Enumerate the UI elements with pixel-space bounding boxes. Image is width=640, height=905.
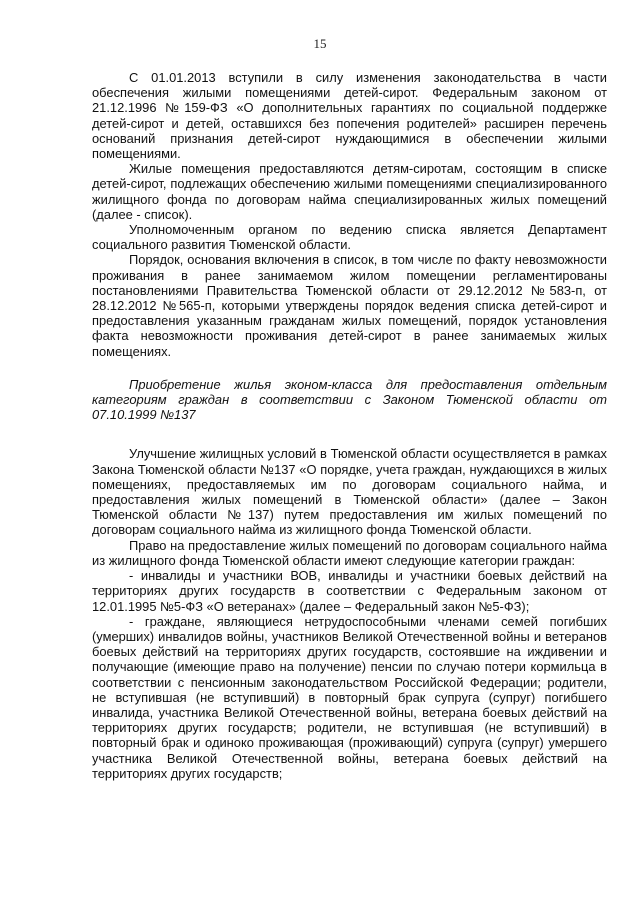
document-body <box>92 70 607 781</box>
paragraph: Порядок, основания включения в список, в том числе по факту невозможности проживания в ранее занимаемом жилом помещении регламентированы постановлениями Правительства Тюменской области от 29.12.2012 №583-п, от 28.12.2012 №565-п, которыми утверждены порядок ведения списка детей-сирот и предоставления указанным гражданам жилых помещений, порядок установления факта невозможности проживания детей-сирот в ранее занимаемых жилых помещениях. <box>92 252 607 359</box>
list-item: - инвалиды и участники ВОВ, инвалиды и участники боевых действий на территориях других государств в соответствии с Федеральным законом от 12.01.1995 №5-ФЗ «О ветеранах» (далее – Федеральный закон №5-ФЗ); <box>92 568 607 614</box>
paragraph: Уполномоченным органом по ведению списка является Департамент социального развития Тюменской области. <box>92 222 607 253</box>
list-item: - граждане, являющиеся нетрудоспособными членами семей погибших (умерших) инвалидов войны, участников Великой Отечественной войны и ветеранов боевых действий на территориях других государств, состоявшие на иждивении и получающие (имеющие право на получение) пенсии по случаю потери кормильца в соответствии с пенсионным законодательством Российской Федерации; родители, не вступившая (не вступивший) в повторный брак супруга (супруг) погибшего инвалида, участника Великой Отечественной войны, ветерана боевых действий на территориях других государств; родители, не вступившая (не вступивший) в повторный брак и одиноко проживающая (проживающий) супруга (супруг) умершего участника Великой Отечественной войны, ветерана боевых действий на территориях других государств; <box>92 613 607 781</box>
paragraph: Право на предоставление жилых помещений по договорам социального найма из жилищного фонда Тюменской области имеют следующие категории граждан: <box>92 537 607 568</box>
page-number: 15 <box>313 36 327 51</box>
paragraph: Жилые помещения предоставляются детям-сиротам, состоящим в списке детей-сирот, подлежащих обеспечению жилыми помещениями специализированного жилищного фонда по договорам найма специализированных жилых помещений (далее - список). <box>92 161 607 222</box>
section-heading: Приобретение жилья эконом-класса для предоставления отдельным категориям граждан в соответствии с Законом Тюменской области от 07.10.1999 №137 <box>92 376 607 423</box>
paragraph: Улучшение жилищных условий в Тюменской области осуществляется в рамках Закона Тюменской области №137 «О порядке, учета граждан, нуждающихся в жилых помещениях, предоставляемых им по договорам социального найма, и предоставления жилых помещений в Тюменской области» (далее – Закон Тюменской области №137) путем предоставления им жилых помещений по договорам социального найма из жилищного фонда Тюменской области. <box>92 446 607 538</box>
paragraph: С 01.01.2013 вступили в силу изменения законодательства в части обеспечения жилыми помещениями детей-сирот. Федеральным законом от 21.12.1996 №159-ФЗ «О дополнительных гарантиях по социальной поддержке детей-сирот и детей, оставшихся без попечения родителей» расширен перечень оснований признания детей-сирот нуждающимися в обеспечении жилыми помещениями. <box>92 70 607 162</box>
